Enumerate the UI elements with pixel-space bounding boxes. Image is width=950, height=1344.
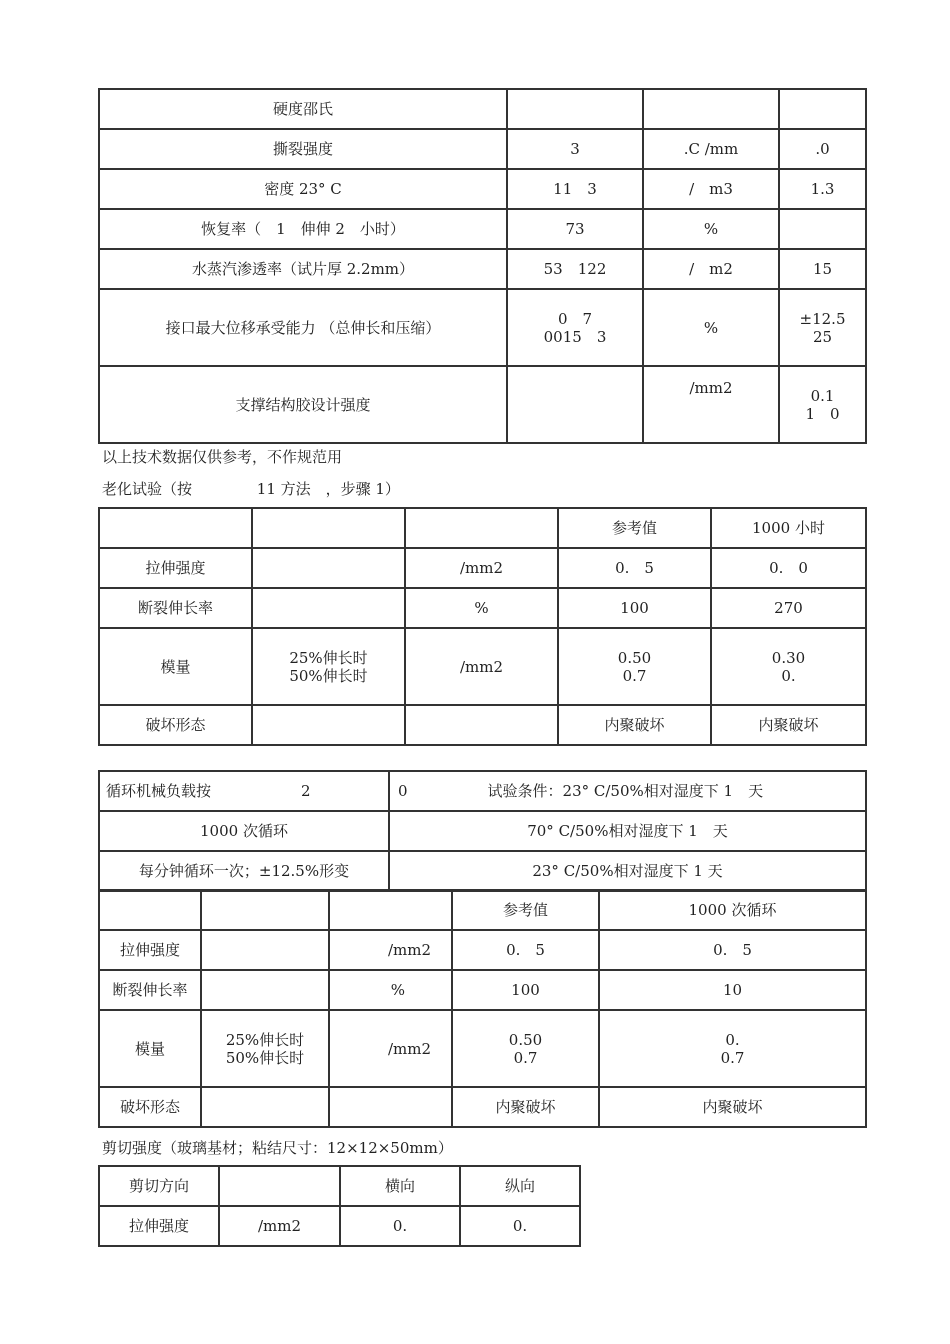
cell <box>329 890 452 930</box>
cell: /mm2 <box>405 628 558 705</box>
column-header: 纵向 <box>460 1166 580 1206</box>
cell <box>779 89 866 129</box>
cell <box>252 705 405 745</box>
table-row <box>99 209 866 249</box>
cell-line: 0.7 <box>720 1048 745 1067</box>
cell: 3 <box>507 129 643 169</box>
cell <box>201 930 329 970</box>
cell <box>779 289 866 366</box>
table-row <box>99 771 866 811</box>
cell: 0. <box>460 1206 580 1246</box>
cell-line: 0 7 <box>557 309 593 328</box>
cell: /mm2 <box>329 1010 452 1087</box>
cell-line: 0015 3 <box>543 327 607 346</box>
cell: 0. 5 <box>599 930 866 970</box>
table-row <box>99 851 866 891</box>
cell-line: 0.7 <box>513 1048 538 1067</box>
table-row <box>99 366 866 443</box>
cell: .0 <box>779 129 866 169</box>
cell: 每分钟循环一次；±12.5%形变 <box>99 851 389 891</box>
cell <box>507 366 643 443</box>
cell <box>711 628 866 705</box>
cell <box>599 1010 866 1087</box>
cell-line: 0. <box>781 666 796 685</box>
shear-title: 剪切强度（玻璃基材；粘结尺寸：12×12×50mm） <box>102 1139 453 1157</box>
row-label: 接口最大位移承受能力 （总伸长和压缩） <box>99 289 507 366</box>
column-header: 参考值 <box>452 890 599 930</box>
cell <box>779 209 866 249</box>
cell-line: 25%伸长时 <box>289 648 368 667</box>
cell-line: ±12.5 <box>799 309 846 328</box>
row-label: 撕裂强度 <box>99 129 507 169</box>
cell: 内聚破坏 <box>452 1087 599 1127</box>
row-label: 破坏形态 <box>99 705 252 745</box>
cell <box>219 1166 340 1206</box>
cycle-conditions-table <box>98 770 867 892</box>
cell <box>201 1010 329 1087</box>
table-row <box>99 1087 866 1127</box>
cell-line: 0.7 <box>622 666 647 685</box>
cell <box>201 1087 329 1127</box>
table-row <box>99 588 866 628</box>
cycle-load-label: 循环机械负载按 2 <box>106 782 311 800</box>
cell <box>99 771 389 811</box>
row-label: 水蒸汽渗透率（试片厚 2.2mm） <box>99 249 507 289</box>
table-row <box>99 890 866 930</box>
cell: / m3 <box>643 169 779 209</box>
cell-line: 1 0 <box>805 404 840 423</box>
cell: 内聚破坏 <box>711 705 866 745</box>
cell <box>558 628 711 705</box>
cell: 1000 次循环 <box>99 811 389 851</box>
row-label: 支撑结构胶设计强度 <box>99 366 507 443</box>
row-label: 拉伸强度 <box>99 930 201 970</box>
cell: /mm2 <box>219 1206 340 1246</box>
column-header: 剪切方向 <box>99 1166 219 1206</box>
cell <box>201 970 329 1010</box>
cell: /mm2 <box>405 548 558 588</box>
shear-table <box>98 1165 581 1247</box>
cell: 23° C/50%相对湿度下 1 天 <box>389 851 866 891</box>
row-label: 恢复率（ 1 伸伸 2 小时） <box>99 209 507 249</box>
table-row <box>99 169 866 209</box>
cell: 100 <box>558 588 711 628</box>
cell: % <box>643 209 779 249</box>
cell: 15 <box>779 249 866 289</box>
row-label: 模量 <box>99 628 252 705</box>
cell: 内聚破坏 <box>599 1087 866 1127</box>
cell-line: 0.1 <box>810 386 835 405</box>
cell <box>507 289 643 366</box>
table-row <box>99 508 866 548</box>
column-header: 1000 小时 <box>711 508 866 548</box>
table-row <box>99 628 866 705</box>
table-row <box>99 289 866 366</box>
cell: 11 3 <box>507 169 643 209</box>
properties-table <box>98 88 867 444</box>
cell <box>389 771 866 811</box>
cell-line: 25 <box>812 327 833 346</box>
cell: 内聚破坏 <box>558 705 711 745</box>
table-row <box>99 811 866 851</box>
row-label: 破坏形态 <box>99 1087 201 1127</box>
table-row <box>99 930 866 970</box>
cell-line: 50%伸长时 <box>225 1048 305 1067</box>
cell <box>405 705 558 745</box>
cell: 73 <box>507 209 643 249</box>
cell: 0. 0 <box>711 548 866 588</box>
cell-line: 0. <box>725 1030 740 1049</box>
cell: 100 <box>452 970 599 1010</box>
cell: 0. <box>340 1206 460 1246</box>
cell <box>507 89 643 129</box>
cell-line: 0.30 <box>771 648 806 667</box>
cell: /mm2 <box>643 366 779 443</box>
row-label: 断裂伸长率 <box>99 970 201 1010</box>
table-row <box>99 89 866 129</box>
cell: % <box>405 588 558 628</box>
cell: /mm2 <box>329 930 452 970</box>
cell <box>329 1087 452 1127</box>
table-row <box>99 970 866 1010</box>
column-header: 横向 <box>340 1166 460 1206</box>
column-header: 参考值 <box>558 508 711 548</box>
cell: 1.3 <box>779 169 866 209</box>
cell: % <box>329 970 452 1010</box>
table-row <box>99 249 866 289</box>
cell <box>779 366 866 443</box>
column-header: 1000 次循环 <box>599 890 866 930</box>
cell <box>252 628 405 705</box>
cell <box>252 508 405 548</box>
cell: 0. 5 <box>558 548 711 588</box>
cell <box>643 89 779 129</box>
cell-line: 25%伸长时 <box>225 1030 305 1049</box>
cell <box>201 890 329 930</box>
cell: 53 122 <box>507 249 643 289</box>
cell: 10 <box>599 970 866 1010</box>
table-row <box>99 705 866 745</box>
note-text: 以上技术数据仅供参考，不作规范用 <box>102 448 343 466</box>
cell <box>405 508 558 548</box>
cell <box>252 588 405 628</box>
cell-line: 0.50 <box>617 648 652 667</box>
aging-title: 老化试验（按 11 方法 ，步骤 1） <box>102 480 400 498</box>
cell <box>99 890 201 930</box>
row-label: 密度 23° C <box>99 169 507 209</box>
cell: % <box>643 289 779 366</box>
row-label: 拉伸强度 <box>99 548 252 588</box>
cell: 270 <box>711 588 866 628</box>
cell-line: 50%伸长时 <box>289 666 368 685</box>
cell <box>99 508 252 548</box>
table-row <box>99 548 866 588</box>
table-row <box>99 1166 580 1206</box>
row-label: 模量 <box>99 1010 201 1087</box>
table-row <box>99 1206 580 1246</box>
test-condition: 试验条件：23° C/50%相对湿度下 1 天 <box>487 782 764 800</box>
aging-table <box>98 507 867 746</box>
cycle-results-table <box>98 889 867 1128</box>
row-label: 拉伸强度 <box>99 1206 219 1246</box>
table-row <box>99 129 866 169</box>
row-label: 硬度邵氏 <box>99 89 507 129</box>
cell-line: 0.50 <box>508 1030 543 1049</box>
cell: .C /mm <box>643 129 779 169</box>
cell <box>452 1010 599 1087</box>
row-label: 断裂伸长率 <box>99 588 252 628</box>
cell: 0. 5 <box>452 930 599 970</box>
cell: 70° C/50%相对湿度下 1 天 <box>389 811 866 851</box>
cell: / m2 <box>643 249 779 289</box>
cell <box>252 548 405 588</box>
cycle-load-value: 0 <box>398 782 408 800</box>
table-row <box>99 1010 866 1087</box>
